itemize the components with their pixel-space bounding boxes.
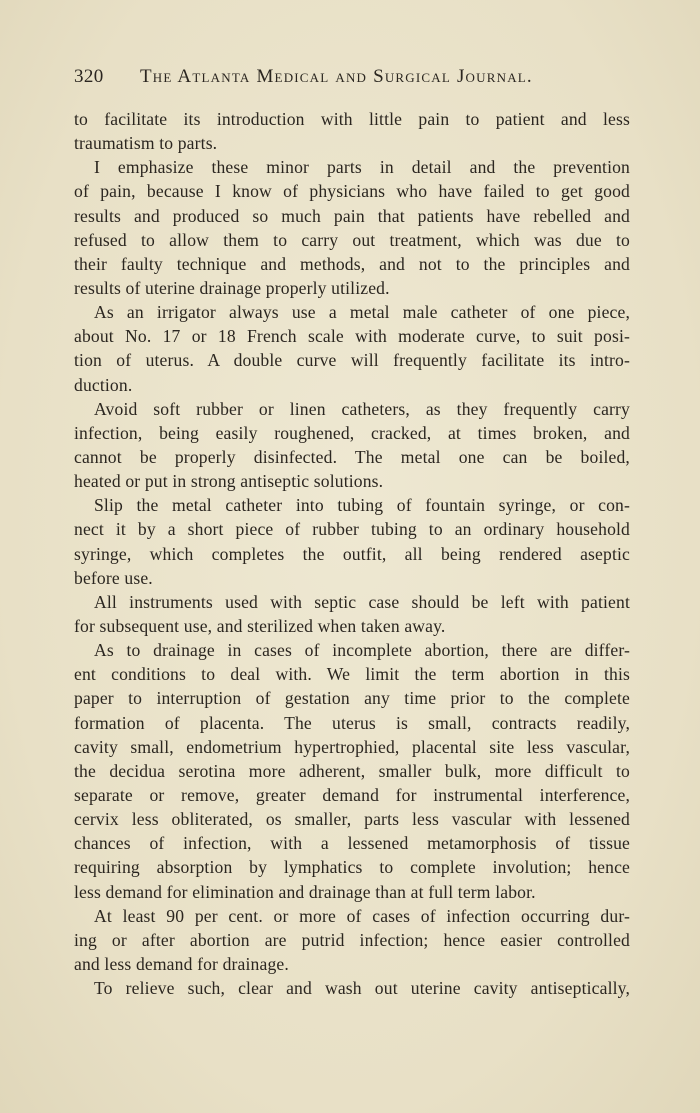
text-line: less demand for elimination and drainage than at full term labor. [74, 881, 536, 902]
paragraph [74, 976, 630, 1000]
text-line: results of uterine drainage properly utilized. [74, 277, 390, 298]
text-line: As to drainage in cases of incomplete abortion, there are differ- [94, 640, 630, 661]
page-number: 320 [74, 66, 104, 87]
paragraph [74, 638, 630, 904]
text-line: formation of placenta. The uterus is small, contracts readily, [74, 712, 630, 733]
text-line: refused to allow them to carry out treatment, which was due to [74, 229, 630, 250]
text-line: separate or remove, greater demand for instrumental interference, [74, 784, 630, 805]
text-line: for subsequent use, and sterilized when taken away. [74, 615, 446, 636]
text-line: traumatism to parts. [74, 133, 218, 154]
text-line: the decidua serotina more adherent, smaller bulk, more difficult to [74, 760, 630, 781]
text-line: cavity small, endometrium hypertrophied, placental site less vascular, [74, 736, 630, 757]
text-line: of pain, because I know of physicians who have failed to get good [74, 181, 630, 202]
text-line: heated or put in strong antiseptic solutions. [74, 471, 384, 492]
text-line: infection, being easily roughened, cracked, at times broken, and [74, 422, 630, 443]
text-line: nect it by a short piece of rubber tubing to an ordinary household [74, 519, 630, 540]
text-line: before use. [74, 567, 153, 588]
text-line: As an irrigator always use a metal male catheter of one piece, [94, 302, 630, 323]
paragraph [74, 904, 630, 976]
running-head [74, 64, 634, 94]
text-line: and less demand for drainage. [74, 953, 289, 974]
text-line: their faulty technique and methods, and not to the principles and [74, 253, 630, 274]
text-line: I emphasize these minor parts in detail and the prevention [94, 157, 630, 178]
text-line: Slip the metal catheter into tubing of fountain syringe, or con- [94, 495, 630, 516]
text-line: All instruments used with septic case should be left with patient [94, 591, 630, 612]
text-line: cannot be properly disinfected. The metal one can be boiled, [74, 446, 630, 467]
text-line: paper to interruption of gestation any time prior to the complete [74, 688, 630, 709]
text-line: duction. [74, 374, 133, 395]
paragraph [74, 397, 630, 494]
text-line: cervix less obliterated, os smaller, parts less vascular with lessened [74, 809, 630, 830]
text-line: chances of infection, with a lessened metamorphosis of tissue [74, 833, 630, 854]
text-line: To relieve such, clear and wash out uterine cavity antiseptically, [94, 978, 630, 999]
text-line: results and produced so much pain that patients have rebelled and [74, 205, 630, 226]
article-body [74, 107, 630, 1000]
paragraph [74, 107, 630, 155]
text-line: Avoid soft rubber or linen catheters, as they frequently carry [94, 398, 630, 419]
text-line: ing or after abortion are putrid infection; hence easier controlled [74, 929, 630, 950]
paragraph [74, 590, 630, 638]
journal-title: The Atlanta Medical and Surgical Journal. [140, 66, 533, 87]
text-line: At least 90 per cent. or more of cases of infection occurring dur- [94, 905, 630, 926]
text-line: about No. 17 or 18 French scale with moderate curve, to suit posi- [74, 326, 630, 347]
text-line: to facilitate its introduction with little pain to patient and less [74, 109, 630, 129]
text-line: requiring absorption by lymphatics to complete involution; hence [74, 857, 630, 878]
text-line: ent conditions to deal with. We limit the term abortion in this [74, 664, 630, 685]
text-line: syringe, which completes the outfit, all being rendered aseptic [74, 543, 630, 564]
text-line: tion of uterus. A double curve will frequently facilitate its intro- [74, 350, 630, 371]
paragraph [74, 155, 630, 300]
paragraph [74, 493, 630, 590]
paragraph [74, 300, 630, 397]
